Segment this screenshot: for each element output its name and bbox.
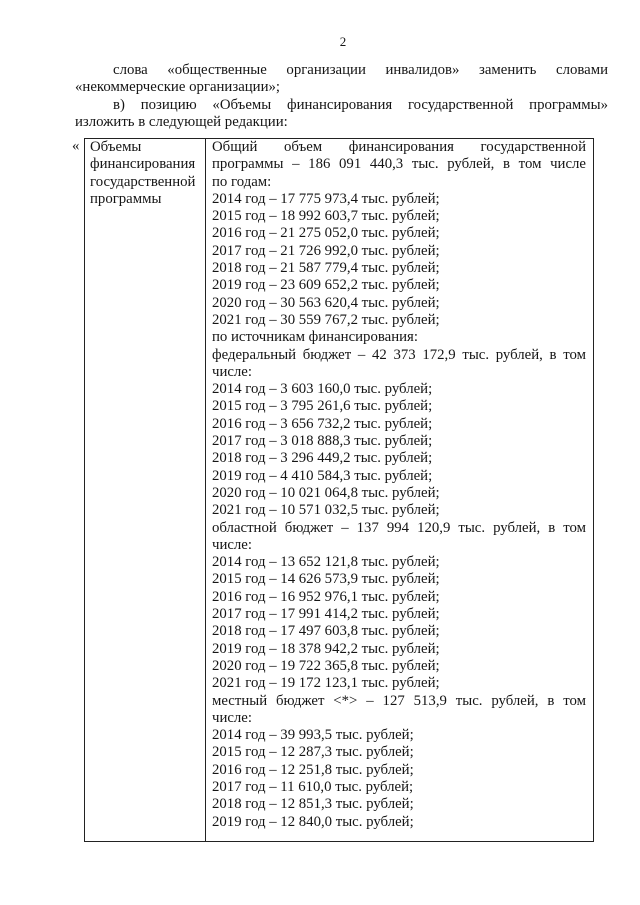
year-line: 2020 год – 19 722 365,8 тыс. рублей; <box>212 657 440 674</box>
source-line: местный бюджет <*> – 127 513,9 тыс. рублей, в том <box>212 692 586 709</box>
year-line: 2018 год – 3 296 449,2 тыс. рублей; <box>212 450 433 467</box>
source-line: федеральный бюджет – 42 373 172,9 тыс. рублей, в том <box>212 346 586 363</box>
year-line: 2017 год – 21 726 992,0 тыс. рублей; <box>212 242 440 259</box>
source-line: числе: <box>212 536 252 553</box>
year-line: 2019 год – 12 840,0 тыс. рублей; <box>212 813 414 830</box>
year-line: 2018 год – 12 851,3 тыс. рублей; <box>212 796 414 813</box>
financing-table <box>84 138 594 842</box>
total-block <box>212 139 586 329</box>
year-line: 2020 год – 30 563 620,4 тыс. рублей; <box>212 294 440 311</box>
table-value-cell <box>206 139 593 841</box>
total-line: по годам: <box>212 173 272 190</box>
opening-quote: « <box>72 138 80 154</box>
year-line: 2017 год – 3 018 888,3 тыс. рублей; <box>212 433 433 450</box>
year-line: 2020 год – 10 021 064,8 тыс. рублей; <box>212 484 440 501</box>
federal-budget-block <box>212 347 586 520</box>
sources-heading: по источникам финансирования: <box>212 329 418 346</box>
paragraph <box>75 62 608 97</box>
year-line: 2018 год – 17 497 603,8 тыс. рублей; <box>212 623 440 640</box>
year-line: 2014 год – 3 603 160,0 тыс. рублей; <box>212 381 433 398</box>
year-line: 2014 год – 17 775 973,4 тыс. рублей; <box>212 190 440 207</box>
document-body <box>75 62 608 131</box>
year-line: 2019 год – 18 378 942,2 тыс. рублей; <box>212 640 440 657</box>
year-line: 2017 год – 17 991 414,2 тыс. рублей; <box>212 606 440 623</box>
paragraph-line: изложить в следующей редакции: <box>75 113 288 130</box>
year-line: 2016 год – 21 275 052,0 тыс. рублей; <box>212 225 440 242</box>
year-line: 2019 год – 23 609 652,2 тыс. рублей; <box>212 277 440 294</box>
position-label: Объемы финансирования государственной программы <box>90 139 196 207</box>
year-line: 2014 год – 39 993,5 тыс. рублей; <box>212 727 414 744</box>
page-number: 2 <box>339 34 347 49</box>
year-line: 2021 год – 19 172 123,1 тыс. рублей; <box>212 675 440 692</box>
total-line: программы – 186 091 440,3 тыс. рублей, в том числе <box>212 156 586 173</box>
paragraph-line: в) позицию «Объемы финансирования государственной программы» <box>113 96 608 113</box>
local-budget-block <box>212 693 586 831</box>
year-line: 2015 год – 18 992 603,7 тыс. рублей; <box>212 208 440 225</box>
source-line: областной бюджет – 137 994 120,9 тыс. рублей, в том <box>212 519 586 536</box>
total-line: Общий объем финансирования государственной <box>212 139 586 155</box>
year-line: 2015 год – 3 795 261,6 тыс. рублей; <box>212 398 433 415</box>
year-line: 2021 год – 10 571 032,5 тыс. рублей; <box>212 502 440 519</box>
paragraph <box>75 97 608 132</box>
year-line: 2017 год – 11 610,0 тыс. рублей; <box>212 778 414 795</box>
paragraph-line: слова «общественные организации инвалидов» заменить словами <box>113 62 608 78</box>
source-line: числе: <box>212 709 252 726</box>
year-line: 2016 год – 16 952 976,1 тыс. рублей; <box>212 588 440 605</box>
year-line: 2016 год – 12 251,8 тыс. рублей; <box>212 761 414 778</box>
regional-budget-block <box>212 520 586 693</box>
year-line: 2018 год – 21 587 779,4 тыс. рублей; <box>212 260 440 277</box>
year-line: 2021 год – 30 559 767,2 тыс. рублей; <box>212 311 440 328</box>
year-line: 2015 год – 14 626 573,9 тыс. рублей; <box>212 571 440 588</box>
year-line: 2019 год – 4 410 584,3 тыс. рублей; <box>212 467 433 484</box>
paragraph-line: «некоммерческие организации»; <box>75 79 281 96</box>
source-line: числе: <box>212 363 252 380</box>
year-line: 2015 год – 12 287,3 тыс. рублей; <box>212 744 414 761</box>
table-label-cell <box>85 139 206 841</box>
year-line: 2014 год – 13 652 121,8 тыс. рублей; <box>212 554 440 571</box>
year-line: 2016 год – 3 656 732,2 тыс. рублей; <box>212 415 433 432</box>
